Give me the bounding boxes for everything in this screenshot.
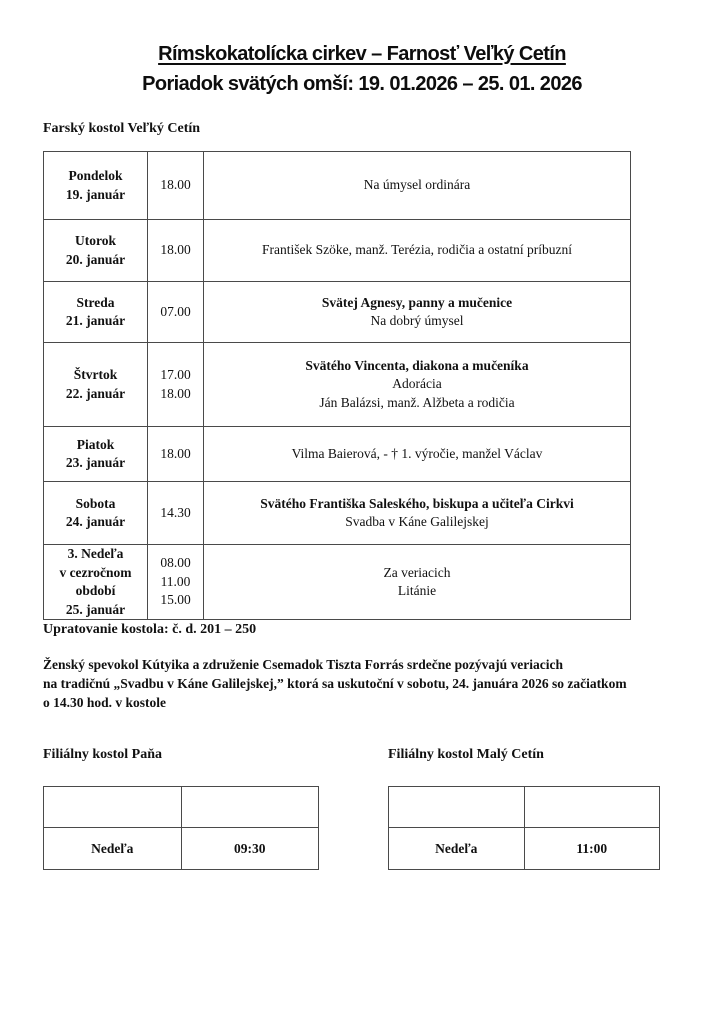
day-line: Utorok	[74, 233, 116, 248]
filial-table-pana	[43, 786, 319, 870]
empty-cell	[389, 787, 525, 827]
intention-line: Svätého Vincenta, diakona a mučeníka	[305, 357, 529, 373]
announcement-line: Ženský spevokol Kútyika a združenie Csemadok Tiszta Forrás srdečne pozývajú veriacich	[43, 657, 563, 672]
time-line: 15.00	[160, 592, 191, 608]
day-cell	[44, 545, 148, 619]
mass-table-row	[44, 545, 630, 619]
day-line: 21. január	[65, 313, 126, 328]
intention-cell	[204, 152, 630, 219]
announcement-paragraph	[43, 655, 693, 712]
intention-line: Svadba v Káne Galilejskej	[345, 514, 489, 529]
intention-line: Litánie	[397, 583, 437, 598]
mass-schedule-table	[43, 151, 631, 620]
time-cell	[148, 545, 204, 619]
intention-cell	[204, 220, 630, 281]
filial-table-row	[389, 828, 659, 869]
day-cell: Nedeľa	[44, 828, 182, 869]
intention-line: Adorácia	[392, 376, 442, 392]
day-line: 23. január	[65, 455, 126, 470]
mass-table-row	[44, 482, 630, 545]
day-line: Piatok	[76, 436, 115, 452]
filial-table-row-empty	[44, 787, 318, 828]
day-line: 25. január	[65, 601, 126, 617]
time-line: 08.00	[160, 555, 191, 571]
time-line: 18.00	[160, 177, 191, 193]
intention-line: Svätej Agnesy, panny a mučenice	[321, 294, 513, 310]
time-cell	[148, 482, 204, 544]
time-line: 11.00	[160, 573, 191, 589]
time-cell	[148, 343, 204, 426]
mass-table-row	[44, 282, 630, 343]
time-line: 18.00	[160, 385, 191, 401]
day-line: Sobota	[75, 495, 116, 511]
document-title-text: Rímskokatolícka cirkev – Farnosť Veľký Cetín	[158, 43, 566, 65]
announcement-line: o 14.30 hod. v kostole	[43, 695, 167, 710]
time-cell: 11:00	[576, 840, 608, 856]
empty-cell	[525, 787, 660, 827]
empty-cell	[44, 787, 182, 827]
mass-table-row	[44, 427, 630, 482]
filial-church-maly-cetin-heading: Filiálny kostol Malý Cetín	[388, 747, 544, 762]
filial-church-pana-heading: Filiálny kostol Paňa	[43, 747, 163, 762]
empty-cell	[182, 787, 319, 827]
time-line: 14.30	[160, 504, 191, 520]
day-line: 22. január	[65, 385, 126, 401]
day-cell	[44, 152, 148, 219]
time-cell: 09:30	[234, 840, 266, 856]
intention-cell	[204, 482, 630, 544]
intention-cell	[204, 343, 630, 426]
mass-table-row	[44, 220, 630, 282]
time-cell	[148, 220, 204, 281]
intention-line: Svätého Františka Saleského, biskupa a učiteľa Cirkvi	[260, 495, 574, 511]
intention-line: František Szöke, manž. Terézia, rodičia a ostatní príbuzní	[262, 242, 572, 258]
day-cell	[44, 282, 148, 342]
time-line: 17.00	[160, 367, 191, 382]
day-cell	[44, 482, 148, 544]
day-line: Pondelok	[68, 168, 123, 183]
filial-table-row-empty	[389, 787, 659, 828]
day-line: 24. január	[65, 514, 126, 529]
day-line: 3. Nedeľa	[67, 546, 124, 561]
intention-line: Na dobrý úmysel	[370, 313, 464, 328]
day-line: Streda	[76, 294, 115, 310]
filial-table-row	[44, 828, 318, 869]
day-cell	[44, 220, 148, 281]
intention-cell	[204, 545, 630, 619]
mass-table-row	[44, 343, 630, 427]
document-title	[0, 43, 724, 66]
time-line: 18.00	[160, 445, 191, 461]
day-line: Štvrtok	[73, 367, 118, 382]
day-line: 20. január	[65, 251, 126, 267]
intention-line: Za veriacich	[383, 564, 451, 580]
announcement-line: na tradičnú „Svadbu v Káne Galilejskej,” ktorá sa uskutoční v sobotu, 24. januára 2026 so začiatkom	[43, 676, 627, 691]
day-line: 19. január	[65, 186, 126, 202]
intention-cell	[204, 282, 630, 342]
document-subtitle: Poriadok svätých omší: 19. 01.2026 – 25. 01. 2026	[142, 73, 582, 95]
time-cell	[148, 282, 204, 342]
cleaning-note: Upratovanie kostola: č. d. 201 – 250	[43, 622, 257, 637]
time-cell	[148, 427, 204, 481]
day-cell: Nedeľa	[389, 828, 525, 869]
time-line: 18.00	[160, 242, 191, 258]
day-cell	[44, 343, 148, 426]
day-line: období	[75, 583, 116, 598]
day-line: v cezročnom	[59, 564, 132, 580]
mass-table-row	[44, 152, 630, 220]
intention-line: Vilma Baierová, - † 1. výročie, manžel Václav	[291, 445, 543, 461]
main-church-heading: Farský kostol Veľký Cetín	[43, 121, 201, 136]
intention-line: Na úmysel ordinára	[363, 177, 471, 193]
time-line: 07.00	[160, 303, 191, 319]
intention-cell	[204, 427, 630, 481]
day-cell	[44, 427, 148, 481]
filial-table-maly-cetin	[388, 786, 660, 870]
time-cell	[148, 152, 204, 219]
intention-line: Ján Balázsi, manž. Alžbeta a rodičia	[319, 394, 515, 410]
